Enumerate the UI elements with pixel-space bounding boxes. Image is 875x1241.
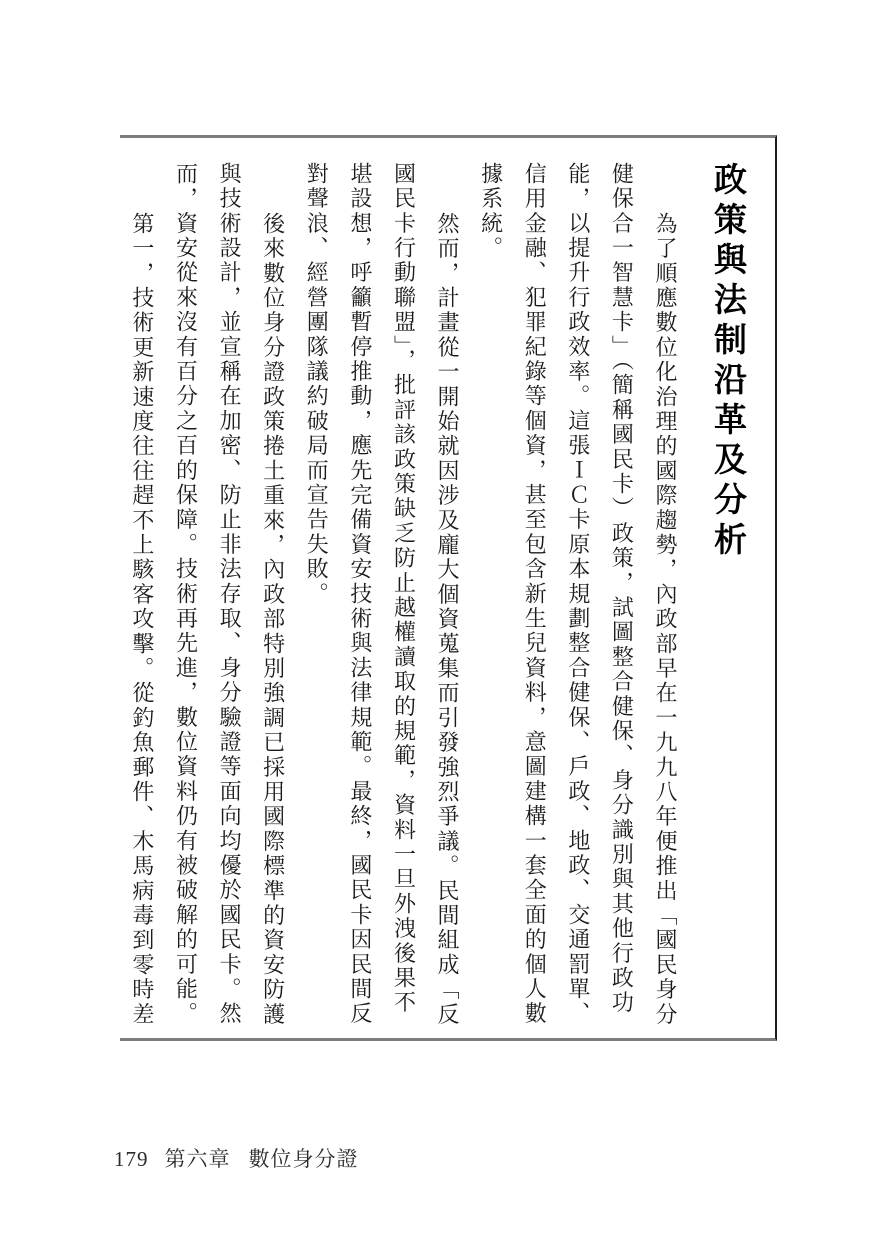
paragraph-3: 後來數位身分證政策捲土重來，內政部特別強調已採用國際標準的資安防護與技術設計，並宣稱在加密、防止非法存取、身分驗證等面向均優於國民卡。然而，資安從來沒有百分之百的保障。技術再先進，數位資料仍有被破解的可能。 bbox=[173, 162, 286, 1028]
page-footer bbox=[114, 1143, 359, 1173]
paragraph-1: 為了順應數位化治理的國際趨勢，內政部早在一九九八年便推出「國民身分健保合一智慧卡」（簡稱國民卡）政策，試圖整合健保、身分識別與其他行政功能，以提升行政效率。這張ＩＣ卡原本規劃整合健保、戶政、地政、交通罰單、信用金融、犯罪紀錄等個資，甚至包含新生兒資料，意圖建構一套全面的個人數據系統。 bbox=[478, 162, 678, 1028]
section-title: 政策與法制沿革及分析 bbox=[709, 162, 745, 562]
page-number: 179 bbox=[114, 1147, 149, 1171]
chapter-label: 第六章 bbox=[164, 1147, 231, 1171]
section-label: 數位身分證 bbox=[248, 1147, 359, 1171]
paragraph-2: 然而，計畫從一開始就因涉及龐大個資蒐集而引發強烈爭議。民間組成「反國民卡行動聯盟」，批評該政策缺乏防止越權讀取的規範，資料一旦外洩後果不堪設想，呼籲暫停推動，應先完備資安技術與法律規範。最終，國民卡因民間反對聲浪、經營團隊議約破局而宣告失敗。 bbox=[304, 162, 461, 1028]
paragraph-4: 第一，技術更新速度往往趕不上駭客攻擊。從釣魚郵件、木馬病毒到零時差 bbox=[129, 212, 155, 1028]
text-frame bbox=[120, 135, 777, 1041]
